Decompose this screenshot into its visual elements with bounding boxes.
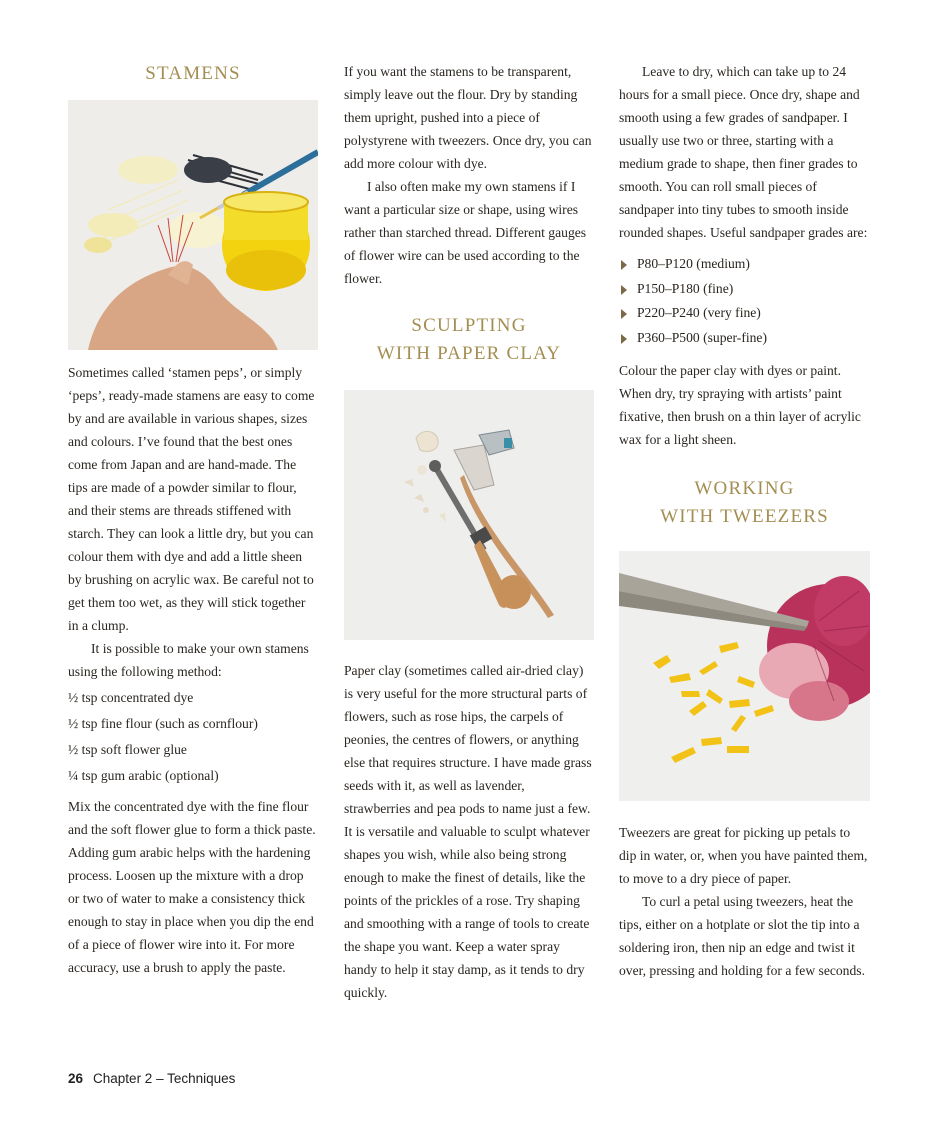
tweezers-photo	[619, 551, 870, 801]
list-item-text: P220–P240 (very fine)	[637, 305, 761, 320]
heading-tweezers-line-2: WITH TWEEZERS	[660, 506, 829, 527]
list-item: ½ tsp concentrated dye	[68, 690, 194, 705]
heading-tweezers	[619, 475, 870, 531]
list-item	[619, 252, 870, 277]
stamens-continued-paragraph-2: I also often make my own stamens if I want a particular size or shape, using wires rather than starched thread. Different gauges of flower wire can be used according to the flower.	[344, 179, 587, 286]
stamens-continued-paragraph-1: If you want the stamens to be transparent, simply leave out the flour. Dry by standing them upright, pushed into a piece of polystyrene with tweezers. Once dry, you can add more colour with dye.	[344, 64, 592, 171]
heading-stamens: STAMENS	[145, 63, 241, 84]
list-item-text: P360–P500 (super-fine)	[637, 329, 767, 345]
bullet-triangle-icon	[621, 285, 627, 295]
clay-tools-photo	[344, 390, 594, 640]
stamens-image	[68, 100, 318, 350]
clay-continued-paragraph: Leave to dry, which can take up to 24 hours for a small piece. Once dry, shape and smooth using a few grades of sandpaper. I usually use two or three, starting with a medium grade to shape, then finer grades to smooth. You can roll small pieces of sandpaper into tiny tubes to smooth inside rounded shapes. Useful sandpaper grades are:	[619, 64, 868, 240]
tweezers-paragraph-1: Tweezers are great for picking up petals to dip in water, or, when you have painted them, to move to a dry piece of paper.	[619, 825, 868, 886]
column-2	[344, 60, 594, 1004]
page-footer	[68, 1071, 235, 1086]
list-item	[619, 277, 870, 302]
column-1	[68, 60, 318, 979]
heading-sculpting	[344, 312, 594, 368]
bullet-triangle-icon	[621, 334, 627, 344]
ingredients-list	[68, 685, 318, 789]
bullet-triangle-icon	[621, 309, 627, 319]
tweezers-paragraph-2: To curl a petal using tweezers, heat the tips, either on a hotplate or slot the tip into a soldering iron, then nip an edge and twist it over, pressing and holding for a few seconds.	[619, 894, 865, 978]
list-item: ½ tsp fine flour (such as cornflour)	[68, 716, 258, 731]
heading-tweezers-line-1: WORKING	[694, 478, 795, 499]
tweezers-image	[619, 551, 870, 801]
page-number: 26	[68, 1071, 84, 1086]
heading-sculpting-line-1: SCULPTING	[411, 315, 527, 336]
stamens-photo	[68, 100, 318, 350]
sandpaper-grades-list	[619, 252, 870, 350]
chapter-label: Chapter 2 – Techniques	[93, 1071, 236, 1086]
stamens-paragraph-2: It is possible to make your own stamens using the following method:	[68, 641, 309, 679]
clay-tools-image	[344, 390, 594, 640]
stamens-paragraph-3: Mix the concentrated dye with the fine flour and the soft flower glue to form a thick paste. Adding gum arabic helps with the hardening process. Loosen up the mixture with a drop or two of water to make a consistency thick enough to stay in place when you dip the end of a piece of flower wire into it. For more accuracy, use a brush to apply the paste.	[68, 799, 316, 975]
list-item: ¼ tsp gum arabic (optional)	[68, 768, 219, 783]
clay-paragraph: Paper clay (sometimes called air-dried clay) is very useful for the more structural parts of flowers, such as rose hips, the carpels of peonies, the centres of flowers, or anything else that requires structure. I have made grass seeds with it, as well as lavender, strawberries and pea pods to name just a few. It is versatile and valuable to sculpt whatever shapes you wish, while also being strong enough to make the finest of details, like the points of the prickles of a rose. Try shaping and smoothing with a range of tools to create the shape you want. Keep a water spray handy to help it stay damp, as it tends to dry quickly.	[344, 663, 592, 1000]
list-item	[619, 301, 870, 326]
list-item: ½ tsp soft flower glue	[68, 742, 187, 757]
bullet-triangle-icon	[621, 260, 627, 270]
stamens-paragraph-1: Sometimes called ‘stamen peps’, or simply ‘peps’, ready-made stamens are easy to come by and are available in various shapes, sizes and colours. I’ve found that the best ones come from Japan and are hand-made. The tips are made of a powder similar to flour, and their stems are threads stiffened with starch. They can look a little dry, but you can colour them with dye and add a little sheen by brushing on acrylic wax. Be careful not to get them too wet, as they will stick together in a clump.	[68, 365, 315, 633]
column-3	[619, 60, 870, 982]
colour-paragraph: Colour the paper clay with dyes or paint. When dry, try spraying with artists’ paint fixative, then brush on a thin layer of acrylic wax for a light sheen.	[619, 363, 861, 447]
list-item	[619, 326, 870, 351]
list-item-text: P150–P180 (fine)	[637, 280, 734, 296]
heading-sculpting-line-2: WITH PAPER CLAY	[376, 343, 562, 364]
list-item-text: P80–P120 (medium)	[637, 256, 750, 271]
